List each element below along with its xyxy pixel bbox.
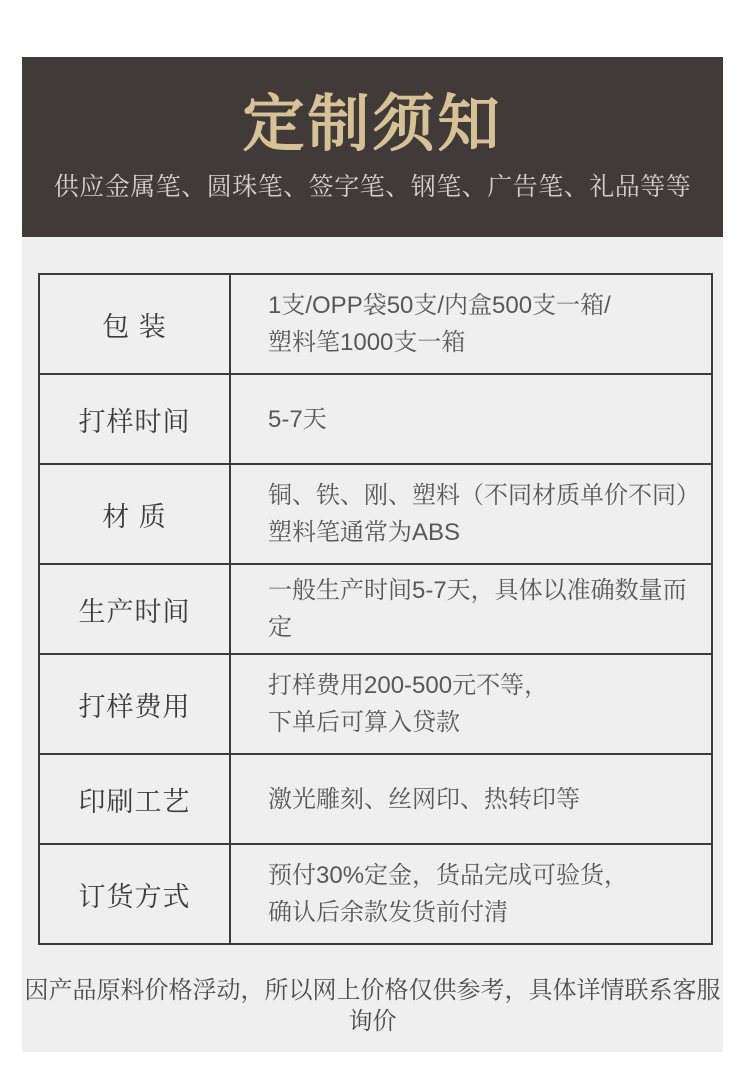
- value-line: 确认后余款发货前付清: [268, 899, 508, 926]
- row-label: 材 质: [39, 464, 230, 564]
- row-label: 订货方式: [39, 844, 230, 944]
- table-row: [39, 274, 712, 374]
- value-line: 下单后可算入贷款: [268, 709, 460, 736]
- table-row: [39, 464, 712, 564]
- price-disclaimer-note: 因产品原料价格浮动，所以网上价格仅供参考，具体详情联系客服询价: [24, 977, 721, 1036]
- row-value: [230, 754, 712, 844]
- row-value: [230, 274, 712, 374]
- spec-table: [38, 273, 713, 945]
- notice-header: [22, 57, 723, 237]
- page-title: 定制须知: [242, 90, 503, 159]
- table-row: [39, 374, 712, 464]
- value-line: 激光雕刻、丝网印、热转印等: [268, 785, 580, 813]
- value-line: 一般生产时间5-7天，具体以准确数量而定: [268, 577, 687, 641]
- row-value: [230, 844, 712, 944]
- table-row: [39, 844, 712, 944]
- row-label: 生产时间: [39, 564, 230, 654]
- row-value: [230, 654, 712, 754]
- value-line: 塑料笔通常为ABS: [268, 519, 461, 546]
- row-label: 包 装: [39, 274, 230, 374]
- value-line: 5-7天: [268, 405, 327, 433]
- table-row: [39, 654, 712, 754]
- row-label: 打样费用: [39, 654, 230, 754]
- table-row: [39, 754, 712, 844]
- row-label: 打样时间: [39, 374, 230, 464]
- row-value: [230, 564, 712, 654]
- row-value: [230, 374, 712, 464]
- value-line: 塑料笔1000支一箱: [268, 329, 466, 356]
- notice-card: [22, 57, 723, 1052]
- spec-table-body: [39, 274, 712, 944]
- row-label: 印刷工艺: [39, 754, 230, 844]
- page-subtitle: 供应金属笔、圆珠笔、签字笔、钢笔、广告笔、礼品等等: [53, 173, 692, 201]
- row-value: [230, 464, 712, 564]
- value-line: 打样费用200-500元不等，: [268, 672, 549, 699]
- value-line: 铜、铁、刚、塑料（不同材质单价不同）: [268, 482, 700, 509]
- table-row: [39, 564, 712, 654]
- value-line: 1支/OPP袋50支/内盒500支一箱/: [268, 292, 611, 319]
- value-line: 预付30%定金，货品完成可验货，: [268, 862, 629, 889]
